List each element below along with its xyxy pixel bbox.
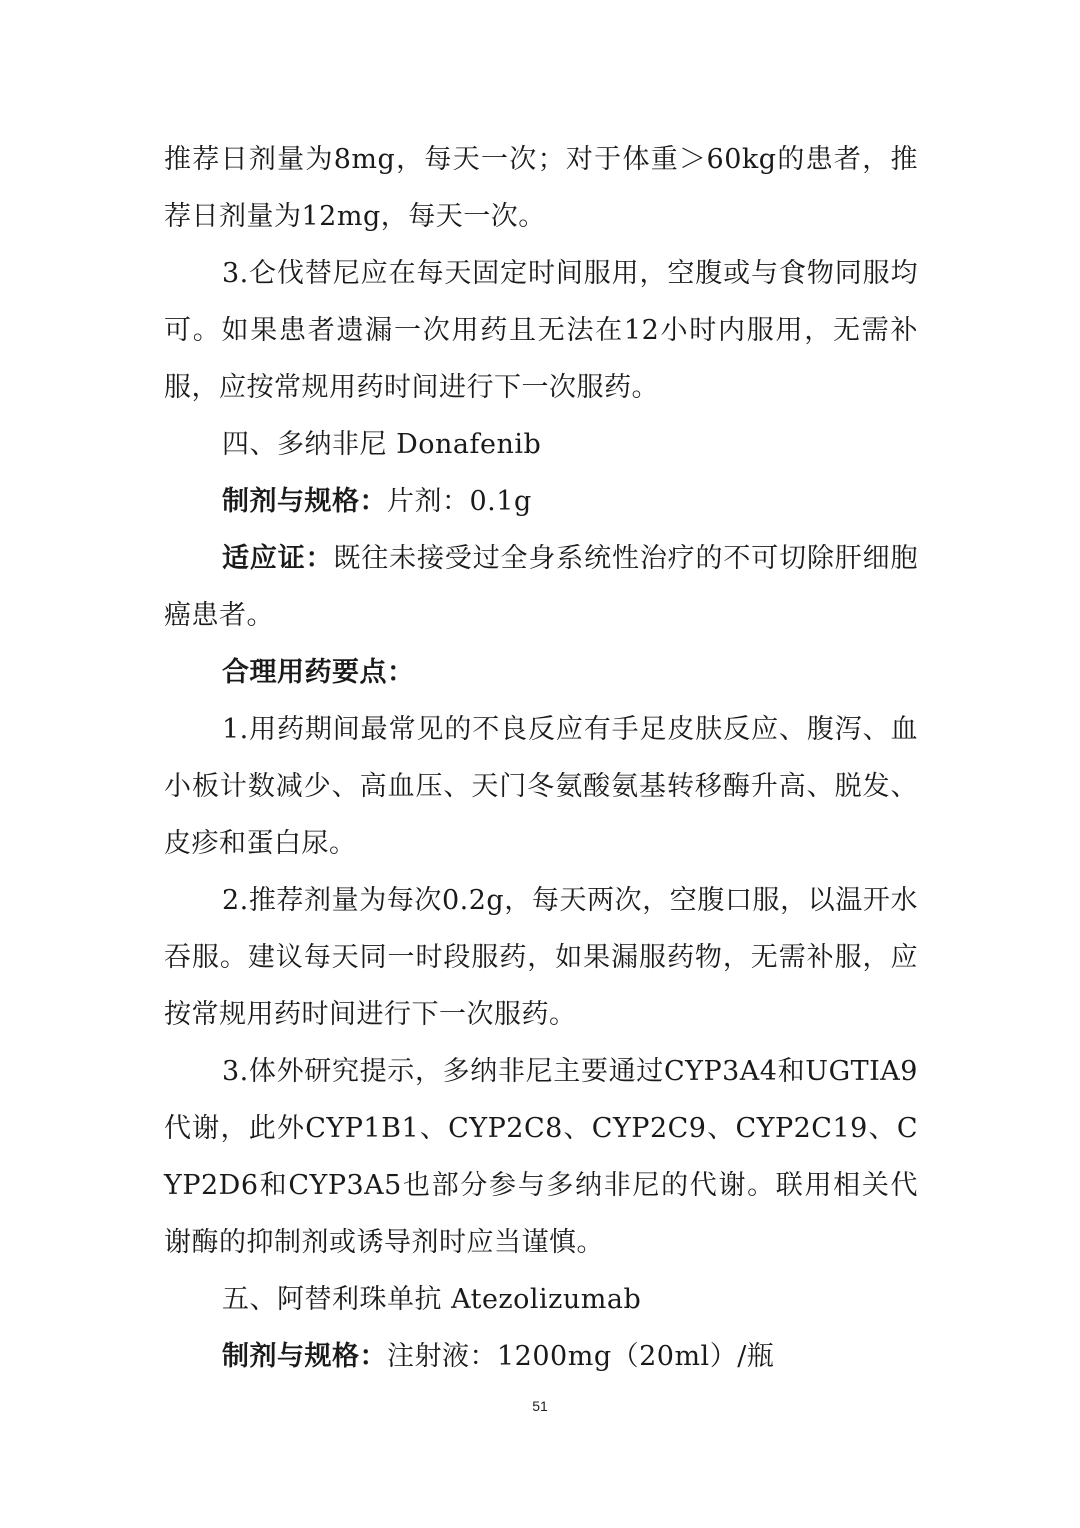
- paragraph-donafenib-point-3: 3.体外研究提示，多纳非尼主要通过CYP3A4和UGTIA9代谢，此外CYP1B1、CYP2C8、CYP2C9、CYP2C19、CYP2D6和CYP3A5也部分参与多纳非尼的代谢。联用相关代谢酶的抑制剂或诱导剂时应当谨慎。: [164, 1056, 918, 1258]
- paragraph-formulation: [164, 473, 918, 530]
- formulation-label: 制剂与规格：: [222, 486, 387, 517]
- paragraph-donafenib-point-2: 2.推荐剂量为每次0.2g，每天两次，空腹口服，以温开水吞服。建议每天同一时段服药，如果漏服药物，无需补服，应按常规用药时间进行下一次服药。: [164, 885, 918, 1030]
- paragraph-lenvatinib-point-3: 3.仑伐替尼应在每天固定时间服用，空腹或与食物同服均可。如果患者遗漏一次用药且无法在12小时内服用，无需补服，应按常规用药时间进行下一次服药。: [164, 258, 918, 403]
- paragraph-indication: [164, 530, 918, 644]
- key-points-label: 合理用药要点：: [222, 657, 415, 688]
- page-content: [164, 131, 918, 1385]
- paragraph-donafenib-point-1: 1.用药期间最常见的不良反应有手足皮肤反应、腹泻、血小板计数减少、高血压、天门冬氨酸氨基转移酶升高、脱发、皮疹和蛋白尿。: [164, 714, 918, 859]
- section-heading-atezolizumab: 五、阿替利珠单抗 Atezolizumab: [222, 1284, 642, 1315]
- formulation-text: 片剂：0.1g: [387, 486, 532, 517]
- paragraph-key-points-heading: [164, 644, 918, 701]
- atezolizumab-formulation-label: 制剂与规格：: [222, 1341, 387, 1372]
- atezolizumab-formulation-text: 注射液：1200mg（20ml）/瓶: [387, 1341, 775, 1372]
- indication-label: 适应证：: [222, 543, 334, 574]
- section-heading-donafenib: 四、多纳非尼 Donafenib: [222, 429, 542, 460]
- page-number: 51: [532, 1398, 548, 1414]
- indication-text: 既往未接受过全身系统性治疗的不可切除肝细胞癌患者。: [164, 543, 919, 631]
- paragraph-dosage-continued: 推荐日剂量为8mg，每天一次；对于体重＞60kg的患者，推荐日剂量为12mg，每天一次。: [164, 144, 918, 232]
- paragraph-atezolizumab-formulation: [164, 1328, 918, 1385]
